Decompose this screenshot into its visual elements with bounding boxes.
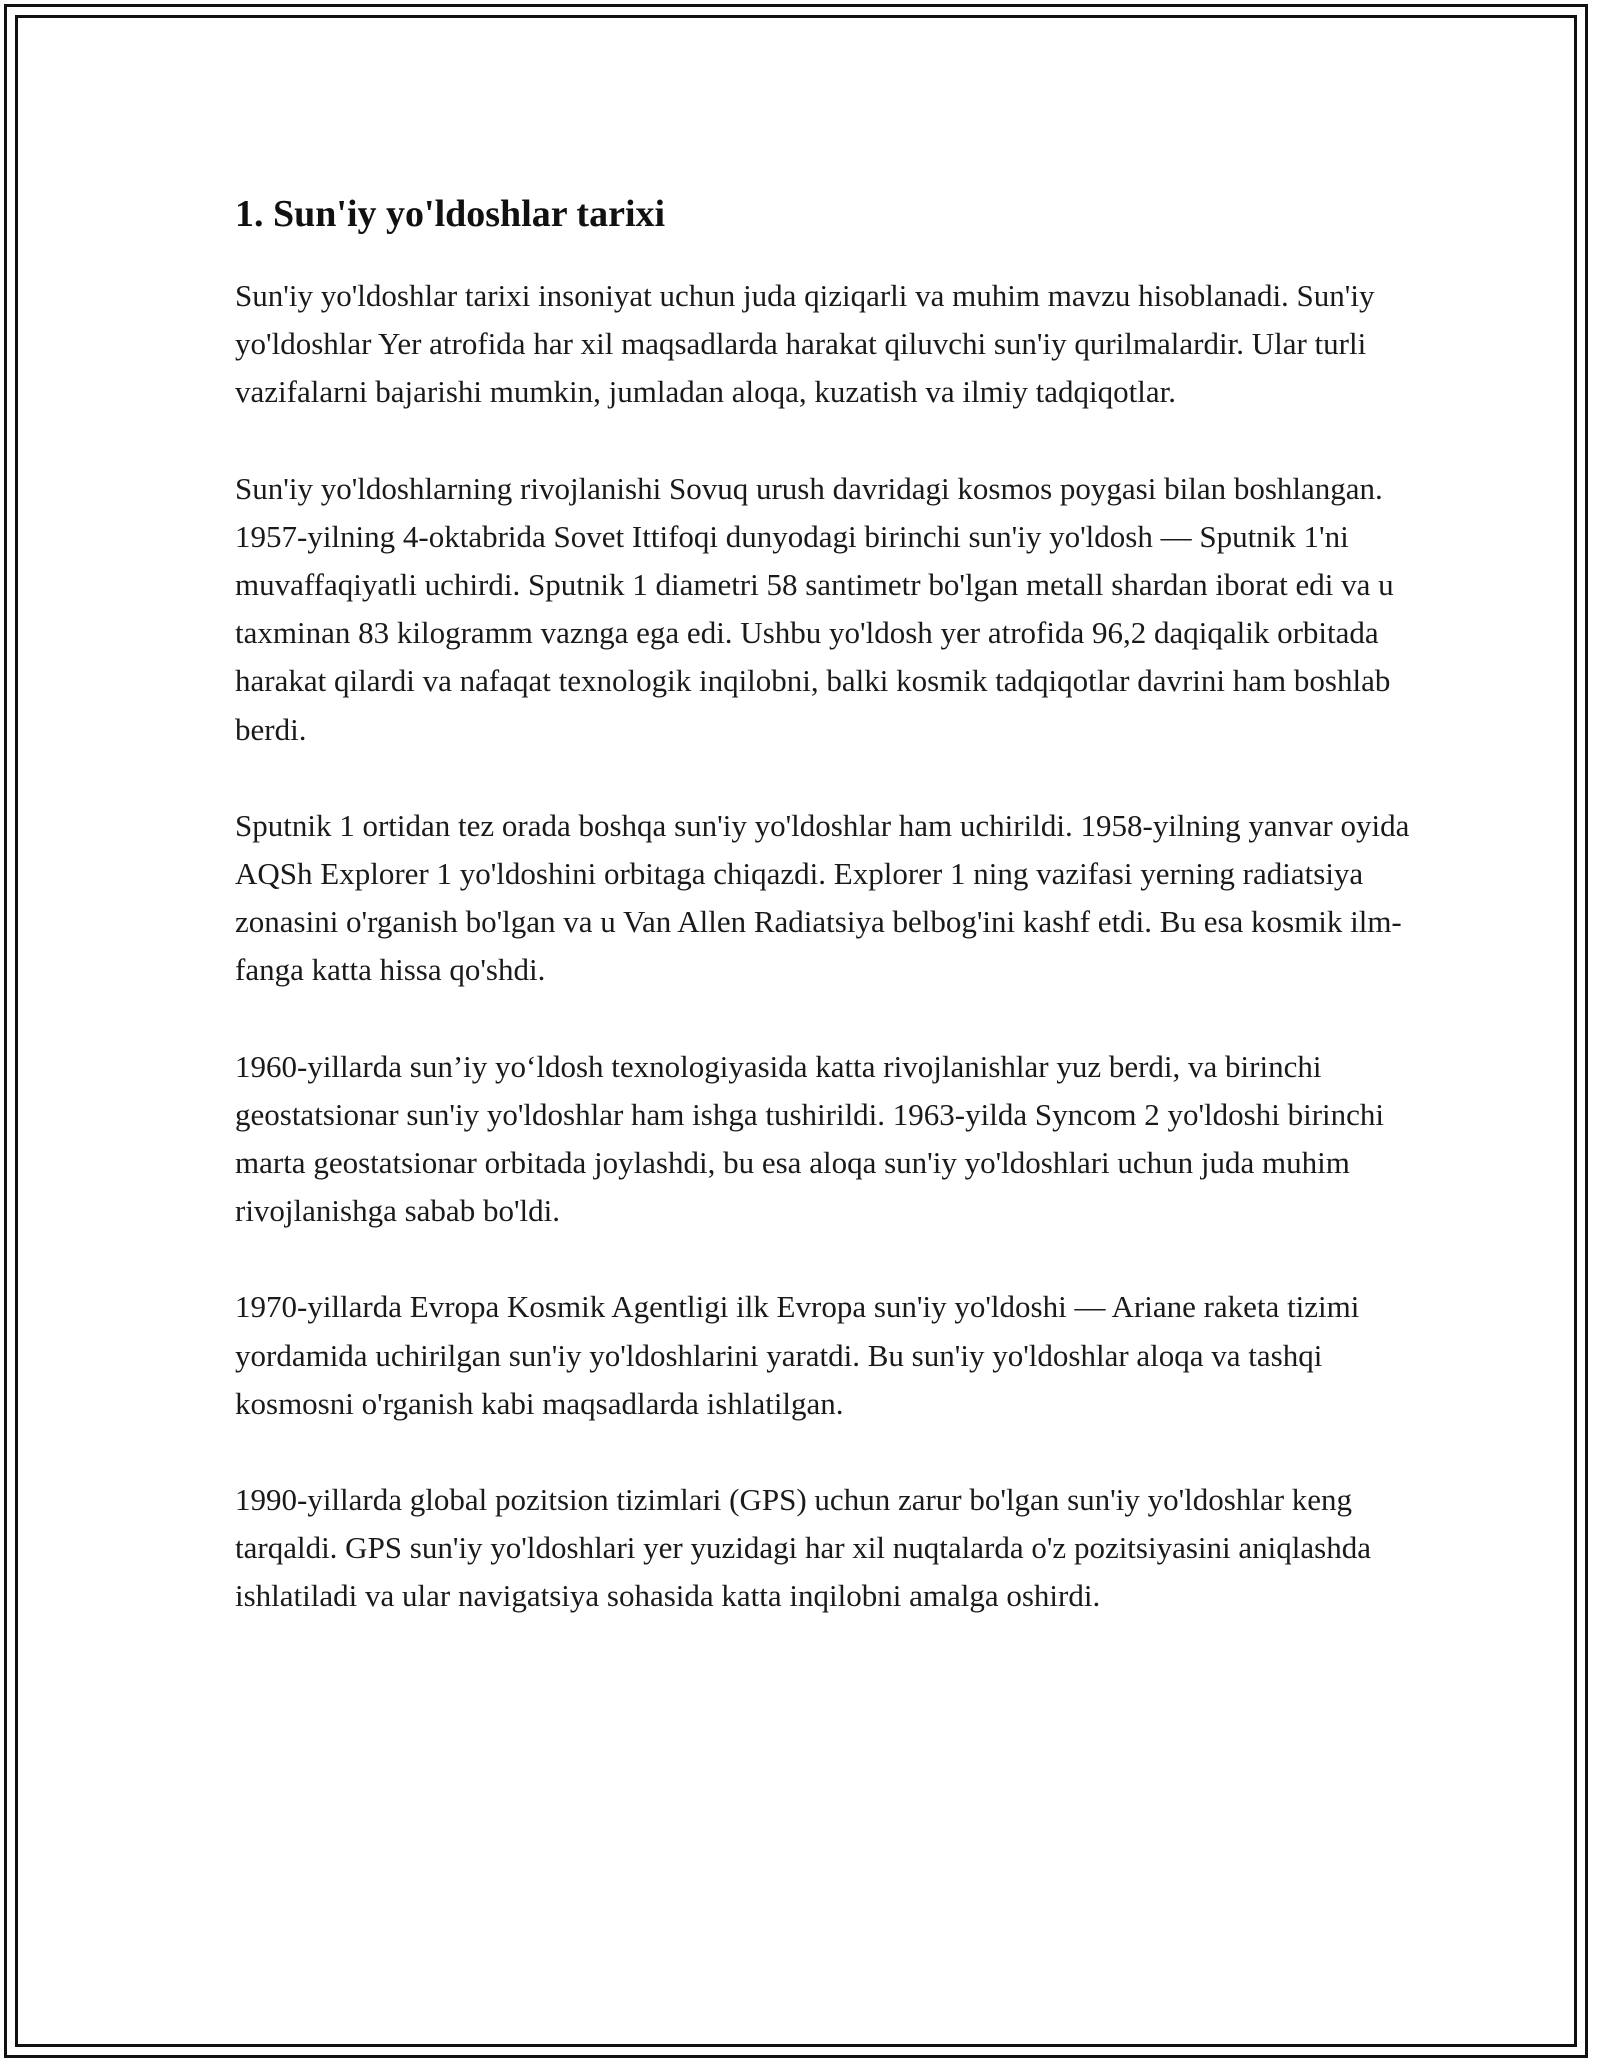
paragraph-1990s: 1990-yillarda global pozitsion tizimlari (GPS) uchun zarur bo'lgan sun'iy yo'ldoshlar keng tarqaldi. GPS sun'iy yo'ldoshlari yer yuzidagi har xil nuqtalarda o'z pozitsiyasini aniqlashda ishlatiladi va ular navigatsiya sohasida katta inqilobni amalga oshirdi. [235,1482,1371,1614]
paragraph-explorer: Sputnik 1 ortidan tez orada boshqa sun'iy yo'ldoshlar ham uchirildi. 1958-yilning yanvar oyida AQSh Explorer 1 yo'ldoshini orbitaga chiqazdi. Explorer 1 ning vazifasi yerning radiatsiya zonasini o'rganish bo'lgan va u Van Allen Radiatsiya belbog'ini kashf etdi. Bu esa kosmik ilm-fanga katta hissa qo'shdi. [235,807,1410,988]
paragraph-1960s: 1960-yillarda sun’iy yo‘ldosh texnologiyasida katta rivojlanishlar yuz berdi, va birinchi geostatsionar sun'iy yo'ldoshlar ham ishga tushirildi. 1963-yilda Syncom 2 yo'ldoshi birinchi marta geostatsionar orbitada joylashdi, bu esa aloqa sun'iy yo'ldoshlari uchun juda muhim rivojlanishga sabab bo'ldi. [235,1048,1385,1229]
paragraph-sputnik: Sun'iy yo'ldoshlarning rivojlanishi Sovuq urush davridagi kosmos poygasi bilan boshlangan. 1957-yilning 4-oktabrida Sovet Ittifoqi dunyodagi birinchi sun'iy yo'ldosh — Sputnik 1'ni muvaffaqiyatli uchirdi. Sputnik 1 diametri 58 santimetr bo'lgan metall shardan iborat edi va u taxminan 83 kilogramm vaznga ega edi. Ushbu yo'ldosh yer atrofida 96,2 daqiqalik orbitada harakat qilardi va nafaqat texnologik inqilobni, balki kosmik tadqiqotlar davrini ham boshlab berdi. [235,470,1394,747]
section-heading: 1. Sun'iy yo'ldoshlar tarixi [235,193,666,235]
paragraph-1970s: 1970-yillarda Evropa Kosmik Agentligi ilk Evropa sun'iy yo'ldoshi — Ariane raketa tizimi yordamida uchirilgan sun'iy yo'ldoshlarini yaratdi. Bu sun'iy yo'ldoshlar aloqa va tashqi kosmosni o'rganish kabi maqsadlarda ishlatilgan. [235,1289,1360,1421]
paragraph-intro: Sun'iy yo'ldoshlar tarixi insoniyat uchun juda qiziqarli va muhim mavzu hisoblanadi. Sun'iy yo'ldoshlar Yer atrofida har xil maqsadlarda harakat qiluvchi sun'iy qurilmalardir. Ular turli vazifalarni bajarishi mumkin, jumladan aloqa, kuzatish va ilmiy tadqiqotlar. [235,278,1375,410]
document-body [235,188,1415,1669]
